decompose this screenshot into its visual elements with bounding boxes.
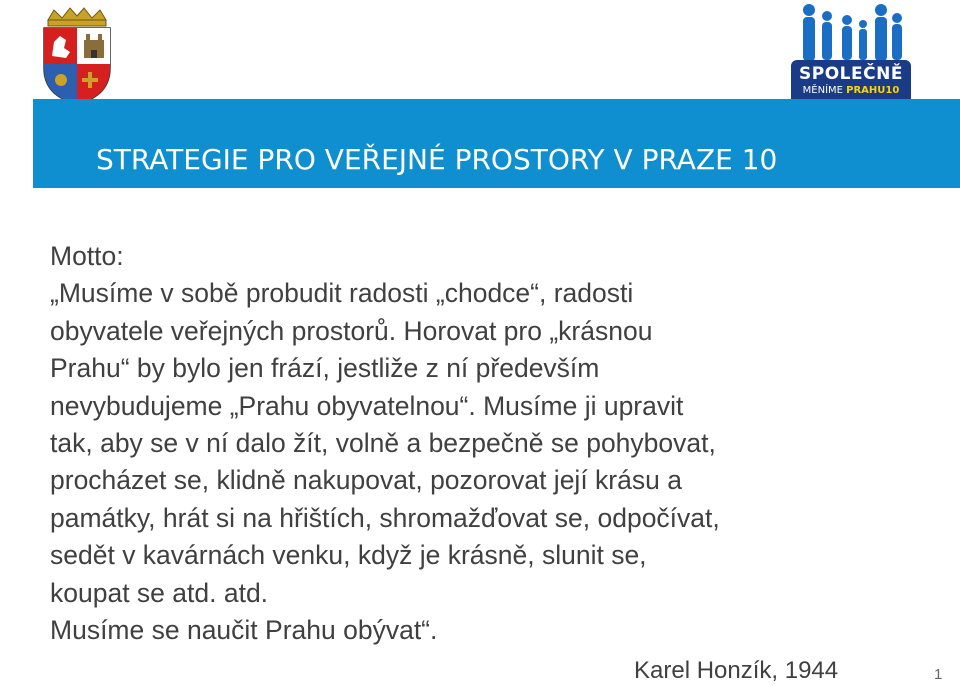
page-number: 1 (934, 666, 943, 683)
motto-line: Musíme se naučit Prahu obývat“. (50, 615, 438, 646)
motto-line: tak, aby se v ní dalo žít, volně a bezpečně se pohybovat, (50, 428, 716, 459)
motto-line: Motto: (50, 241, 124, 271)
quote-author: Karel Honzík, 1944 (634, 657, 839, 684)
motto-line: sedět v kavárnách venku, když je krásně, slunit se, (50, 540, 647, 571)
motto-line: procházet se, klidně nakupovat, pozorovat její krásu a (50, 465, 682, 496)
logo-line-2-prefix: MĚNÍME (802, 85, 847, 96)
family-silhouette-icon (795, 2, 907, 64)
spolecne-menime-prahu10-logo (783, 0, 919, 112)
logo-line-2-highlight: PRAHU10 (846, 85, 900, 96)
motto-block (50, 238, 910, 649)
logo-line-1: SPOLEČNĚ (799, 64, 903, 84)
motto-line: nevybudujeme „Prahu obyvatelnou“. Musíme ji upravit (50, 390, 684, 421)
motto-line: památky, hrát si na hřištích, shromažďovat se, odpočívat, (50, 502, 720, 533)
prague-10-coat-of-arms-icon (36, 6, 118, 106)
motto-line: „Musíme v sobě probudit radosti „chodce“, radosti (50, 278, 634, 309)
logo-badge (791, 60, 911, 104)
page-title: STRATEGIE PRO VEŘEJNÉ PROSTORY V PRAZE 10 (96, 143, 778, 176)
motto-line: koupat se atd. atd. (50, 577, 269, 608)
motto-line: obyvatele veřejných prostorů. Horovat pro „krásnou (50, 315, 653, 346)
logo-line-2 (791, 85, 911, 96)
motto-line: Prahu“ by bylo jen frází, jestliže z ní především (50, 353, 600, 384)
